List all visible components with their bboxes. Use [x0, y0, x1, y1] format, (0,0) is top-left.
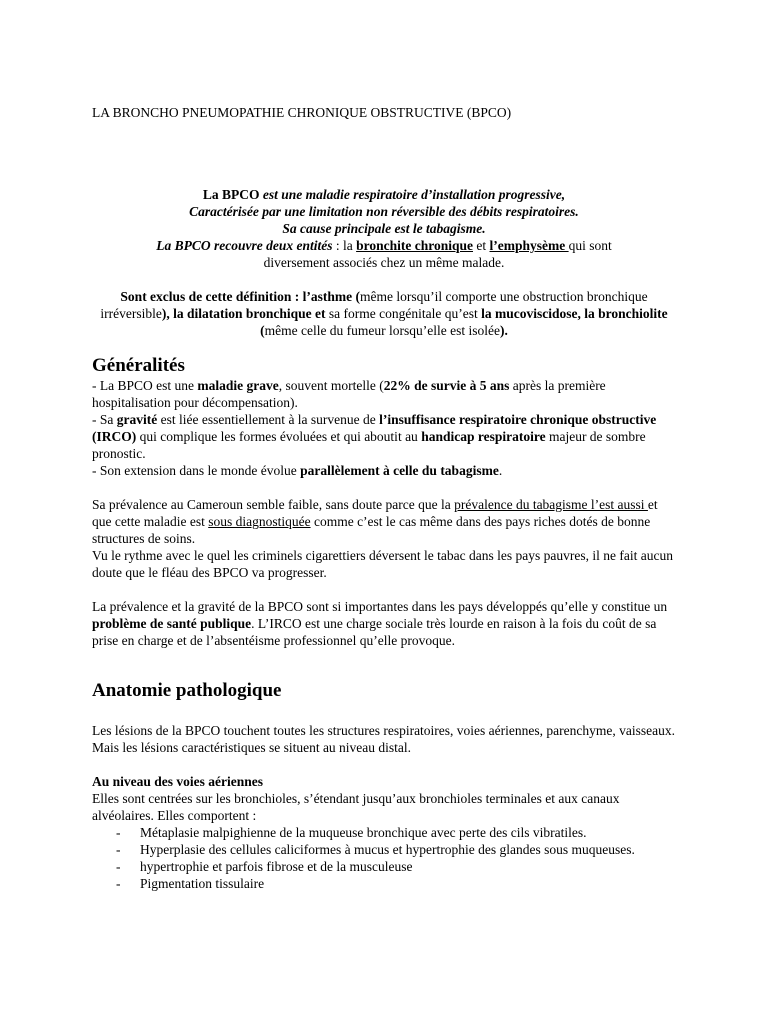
document-title: LA BRONCHO PNEUMOPATHIE CHRONIQUE OBSTRUCTIVE (BPCO) [92, 105, 512, 120]
intro-text: et [473, 238, 490, 253]
intro-text: qui sont [568, 238, 612, 253]
text: gravité [116, 412, 158, 427]
text: . [498, 463, 503, 478]
exclusion-text: même lorsqu’il comporte une obstruction bronchique irréversible [100, 289, 648, 321]
paragraph: Vu le rythme avec le quel les criminels cigarettiers déversent le tabac dans les pays pauvres, il ne fait aucun doute que le fléau des BPCO va progresser. [92, 548, 673, 580]
exclusion-block [92, 288, 676, 339]
list-item: - Hyperplasie des cellules caliciformes à mucus et hypertrophie des glandes sous muqueuses. [116, 841, 676, 858]
text: sous diagnostiquée [208, 514, 311, 529]
intro-line [92, 220, 676, 237]
text: - Son extension dans le monde évolue [92, 463, 301, 478]
exclusion-text: même celle du fumeur lorsqu’elle est isolée [264, 323, 501, 338]
anatomie-section [92, 722, 676, 892]
paragraph: Elles sont centrées sur les bronchioles, s’étendant jusqu’aux bronchioles terminales et aux canaux alvéolaires. Elles comportent : [92, 791, 620, 823]
intro-line [92, 186, 676, 203]
text: , souvent mortelle ( [278, 378, 384, 393]
subheading-text: Au niveau des voies aériennes [92, 774, 264, 789]
intro-block [92, 186, 676, 271]
intro-line: diversement associés chez un même malade. [263, 255, 505, 270]
text: est liée essentiellement à la survenue de [157, 412, 380, 427]
text: maladie grave [197, 378, 279, 393]
exclusion-paragraph [92, 288, 676, 339]
paragraph [92, 377, 676, 411]
list-item: - Pigmentation tissulaire [116, 875, 676, 892]
text: parallèlement à celle du tabagisme [300, 463, 499, 478]
intro-text: est une maladie respiratoire d’installation progressive, [262, 187, 566, 202]
text: - La BPCO est une [92, 378, 198, 393]
list-item: - Métaplasie malpighienne de la muqueuse bronchique avec perte des cils vibratiles. [116, 824, 676, 841]
section-heading-generalites: Généralités [92, 355, 185, 376]
text: comme c’est le cas même dans des pays riches dotés de bonne structures de soins. [92, 514, 651, 546]
section-heading-anatomie: Anatomie pathologique [92, 680, 282, 701]
paragraph [92, 496, 676, 547]
text: l’insuffisance respiratoire chronique obstructive (IRCO) [92, 412, 657, 444]
text: et que cette maladie est [92, 497, 658, 529]
intro-line [92, 203, 676, 220]
text: . L’IRCO est une charge sociale très lourde en raison à la fois du coût de sa prise en charge et de l’absentéisme professionnel qu’elle provoque. [92, 616, 657, 648]
text: prévalence du tabagisme l’est aussi [454, 497, 648, 512]
exclusion-text: ), la dilatation bronchique et [161, 306, 329, 321]
text: La prévalence et la gravité de la BPCO sont si importantes dans les pays développés qu’elle y constitue un [92, 599, 668, 614]
intro-text: Sa cause principale est le tabagisme. [282, 221, 486, 236]
paragraph [92, 411, 676, 462]
subheading [92, 773, 676, 790]
text: majeur de sombre pronostic. [92, 429, 646, 461]
intro-text: : la [332, 238, 357, 253]
text: - Sa [92, 412, 117, 427]
intro-text: bronchite chronique [356, 238, 473, 253]
intro-text: La BPCO [202, 187, 263, 202]
exclusion-text: la mucoviscidose, la bronchiolite ( [260, 306, 668, 338]
list-item: - hypertrophie et parfois fibrose et de la musculeuse [116, 858, 676, 875]
intro-line [92, 237, 676, 254]
paragraph: Les lésions de la BPCO touchent toutes les structures respiratoires, voies aériennes, parenchyme, vaisseaux. Mais les lésions caractéristiques se situent au niveau distal. [92, 723, 675, 755]
exclusion-text: sa forme congénitale qu’est [328, 306, 482, 321]
paragraph [92, 462, 676, 479]
generalites-section [92, 377, 676, 649]
lesion-list [92, 824, 676, 892]
text: qui complique les formes évoluées et qui aboutit au [136, 429, 422, 444]
text: après la première hospitalisation pour décompensation). [92, 378, 606, 410]
text: problème de santé publique [92, 616, 252, 631]
intro-text: Caractérisée par une limitation non réversible des débits respiratoires. [189, 204, 579, 219]
exclusion-text: Sont exclus de cette définition : l’asthme ( [120, 289, 361, 304]
text: 22% de survie à 5 ans [383, 378, 510, 393]
exclusion-text: ). [500, 323, 508, 338]
text: handicap respiratoire [421, 429, 546, 444]
text: Sa prévalence au Cameroun semble faible, sans doute parce que la [92, 497, 455, 512]
intro-text: La BPCO recouvre deux entités [156, 238, 333, 253]
intro-text: l’emphysème [489, 238, 569, 253]
paragraph [92, 598, 676, 649]
